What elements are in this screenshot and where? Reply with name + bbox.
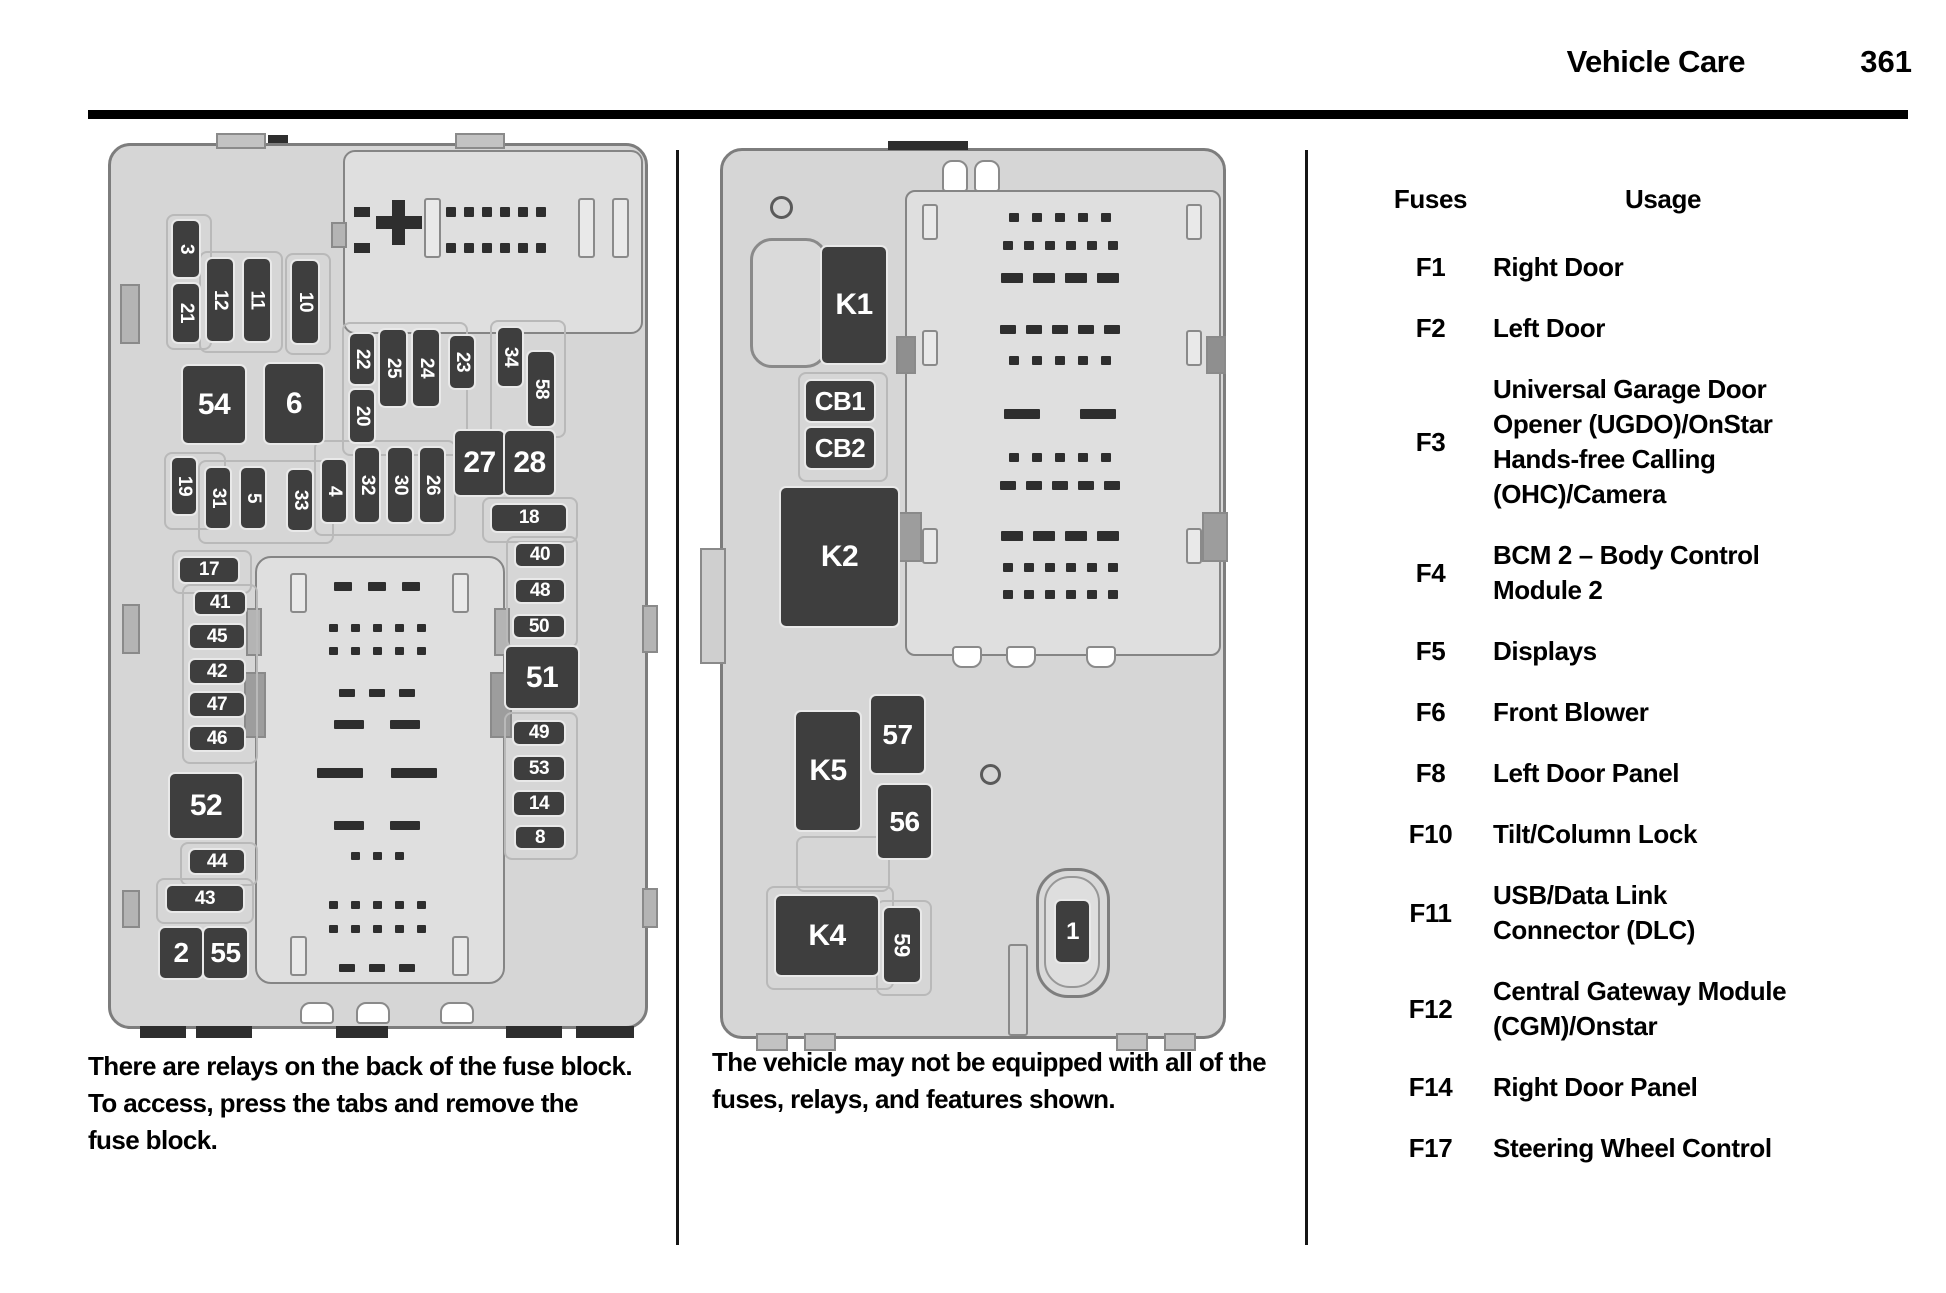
fuse-57: 57 — [871, 696, 924, 773]
fuse-11: 11 — [244, 259, 270, 341]
pin-row — [1009, 213, 1111, 222]
fuse-usage: USB/Data Link Connector (DLC) — [1493, 880, 1695, 945]
fuse-19: 19 — [172, 458, 196, 514]
fuse-18: 18 — [492, 505, 566, 531]
fuse-4: 4 — [322, 460, 346, 522]
fuse-45: 45 — [190, 625, 244, 648]
pin-row — [339, 964, 415, 972]
page-title: Vehicle Care — [1566, 44, 1745, 79]
fuse-47: 47 — [190, 693, 244, 716]
pin-row — [339, 689, 415, 697]
fuse-table-row — [1368, 817, 1930, 852]
fuse-id: F10 — [1408, 819, 1453, 849]
fuses-column-header: Fuses — [1393, 184, 1468, 214]
fuse-26: 26 — [420, 448, 444, 522]
fuse-6: 6 — [265, 364, 323, 443]
fuse-table-row — [1368, 1070, 1930, 1105]
fuse-id: F12 — [1408, 993, 1453, 1024]
pin-row — [1009, 453, 1111, 462]
fuse-table-row — [1368, 878, 1930, 948]
caption-line: fuse block. — [88, 1125, 218, 1155]
fuse-28: 28 — [505, 431, 554, 495]
fuse-id: F2 — [1415, 313, 1446, 343]
fuse-usage: Tilt/Column Lock — [1493, 819, 1698, 849]
fuse-K4: K4 — [776, 896, 878, 975]
pin-row — [329, 624, 426, 632]
fuse-34: 34 — [498, 328, 522, 386]
fuse-table-row — [1368, 1131, 1930, 1166]
pin-row — [329, 901, 426, 909]
pin-row — [1003, 590, 1118, 599]
fuse-14: 14 — [514, 792, 564, 815]
fuse-id: F1 — [1415, 252, 1446, 282]
usage-column-header: Usage — [1624, 184, 1702, 214]
fuse-49: 49 — [514, 722, 564, 744]
fuse-23: 23 — [450, 336, 474, 388]
fuse-25: 25 — [380, 330, 406, 406]
fuse-id: F14 — [1408, 1072, 1453, 1102]
fuse-56: 56 — [878, 785, 931, 858]
pin-row — [351, 852, 404, 860]
fuse-table-row — [1368, 538, 1930, 608]
fuse-usage-table — [1368, 182, 1930, 1192]
fuse-table-row — [1368, 372, 1930, 512]
fuse-52: 52 — [170, 774, 242, 838]
fuse-3: 3 — [173, 221, 199, 277]
fuse-table-row — [1368, 756, 1930, 791]
fuse-32: 32 — [355, 448, 379, 522]
caption-line: To access, press the tabs and remove the — [88, 1088, 578, 1118]
fuse-22: 22 — [350, 334, 374, 384]
pin-row — [446, 207, 546, 217]
pin-row — [329, 647, 426, 655]
fuse-55: 55 — [204, 928, 247, 978]
fuse-usage: Right Door Panel — [1493, 1072, 1698, 1102]
fuse-54: 54 — [183, 366, 245, 443]
fuse-27: 27 — [455, 431, 504, 495]
fuse-table-header — [1368, 182, 1930, 217]
pin-row — [1001, 273, 1119, 283]
fuse-table-row — [1368, 974, 1930, 1044]
fuse-1: 1 — [1056, 901, 1089, 962]
fuse-table-row — [1368, 695, 1930, 730]
pin-row — [1003, 563, 1118, 572]
fuse-20: 20 — [350, 390, 374, 442]
fuse-id: F4 — [1415, 557, 1446, 588]
fuse-K2: K2 — [781, 488, 898, 626]
fuse-usage: Central Gateway Module (CGM)/Onstar — [1493, 976, 1787, 1041]
fuse-12: 12 — [207, 259, 233, 341]
pin-row — [446, 243, 546, 253]
fuse-usage: Right Door — [1493, 252, 1624, 282]
fuse-40: 40 — [516, 544, 564, 566]
fuse-51: 51 — [506, 647, 578, 708]
pin-row — [334, 720, 420, 729]
fuse-table-row — [1368, 250, 1930, 285]
fuse-24: 24 — [413, 330, 439, 406]
fuse-41: 41 — [195, 592, 245, 614]
pin-row — [317, 768, 437, 778]
middle-diagram-caption — [712, 1044, 1266, 1118]
fuse-59: 59 — [884, 908, 920, 982]
fuse-46: 46 — [190, 727, 244, 750]
pin-row — [334, 582, 420, 591]
fuse-K1: K1 — [822, 247, 886, 363]
pin-row — [1001, 531, 1119, 541]
fuse-31: 31 — [206, 468, 230, 528]
pin-row — [334, 821, 420, 830]
fuse-21: 21 — [173, 284, 199, 342]
fuse-table-row — [1368, 311, 1930, 346]
fuse-usage: BCM 2 – Body Control Module 2 — [1493, 540, 1760, 605]
fuse-44: 44 — [190, 850, 244, 873]
fuse-id: F17 — [1408, 1133, 1453, 1163]
fuse-usage: Left Door Panel — [1493, 758, 1680, 788]
fuse-id: F5 — [1415, 636, 1446, 666]
caption-line: The vehicle may not be equipped with all of the — [712, 1047, 1266, 1077]
fuse-58: 58 — [528, 352, 554, 426]
fuse-43: 43 — [167, 886, 243, 911]
fuse-2: 2 — [160, 928, 202, 978]
fuse-id: F11 — [1409, 897, 1452, 928]
fuse-id: F8 — [1415, 758, 1446, 788]
fuse-id: F6 — [1415, 697, 1446, 727]
pin-row — [1003, 241, 1118, 250]
pin-row — [1004, 409, 1116, 419]
fuse-53: 53 — [514, 757, 564, 780]
fuse-usage: Universal Garage Door Opener (UGDO)/OnStar Hands-free Calling (OHC)/Camera — [1493, 374, 1773, 509]
fuse-K5: K5 — [796, 712, 860, 830]
fuse-30: 30 — [388, 448, 412, 522]
caption-line: There are relays on the back of the fuse block. — [88, 1051, 632, 1081]
pin-row — [1000, 325, 1120, 334]
caption-line: fuses, relays, and features shown. — [712, 1084, 1115, 1114]
pin-row — [1000, 481, 1120, 490]
fuse-CB1: CB1 — [806, 381, 874, 421]
fuse-10: 10 — [292, 261, 318, 343]
fuse-42: 42 — [190, 660, 244, 683]
fuse-5: 5 — [241, 468, 265, 528]
fuse-50: 50 — [514, 616, 564, 637]
fuse-17: 17 — [180, 558, 238, 582]
fuse-group-outline — [796, 836, 890, 892]
fuse-table-row — [1368, 634, 1930, 669]
fuse-usage: Displays — [1493, 636, 1597, 666]
fuse-usage: Left Door — [1493, 313, 1605, 343]
fuse-8: 8 — [516, 827, 564, 848]
page-number: 361 — [1860, 44, 1912, 79]
fuse-table-rows — [1368, 250, 1930, 1166]
fuse-CB2: CB2 — [806, 428, 874, 468]
fuse-usage: Front Blower — [1493, 697, 1649, 727]
pin-row — [329, 925, 426, 933]
fuse-48: 48 — [516, 580, 564, 602]
left-diagram-caption — [88, 1048, 632, 1159]
fuse-33: 33 — [288, 470, 312, 530]
fuse-id: F3 — [1415, 426, 1446, 457]
fuse-usage: Steering Wheel Control — [1493, 1133, 1772, 1163]
pin-row — [1009, 356, 1111, 365]
